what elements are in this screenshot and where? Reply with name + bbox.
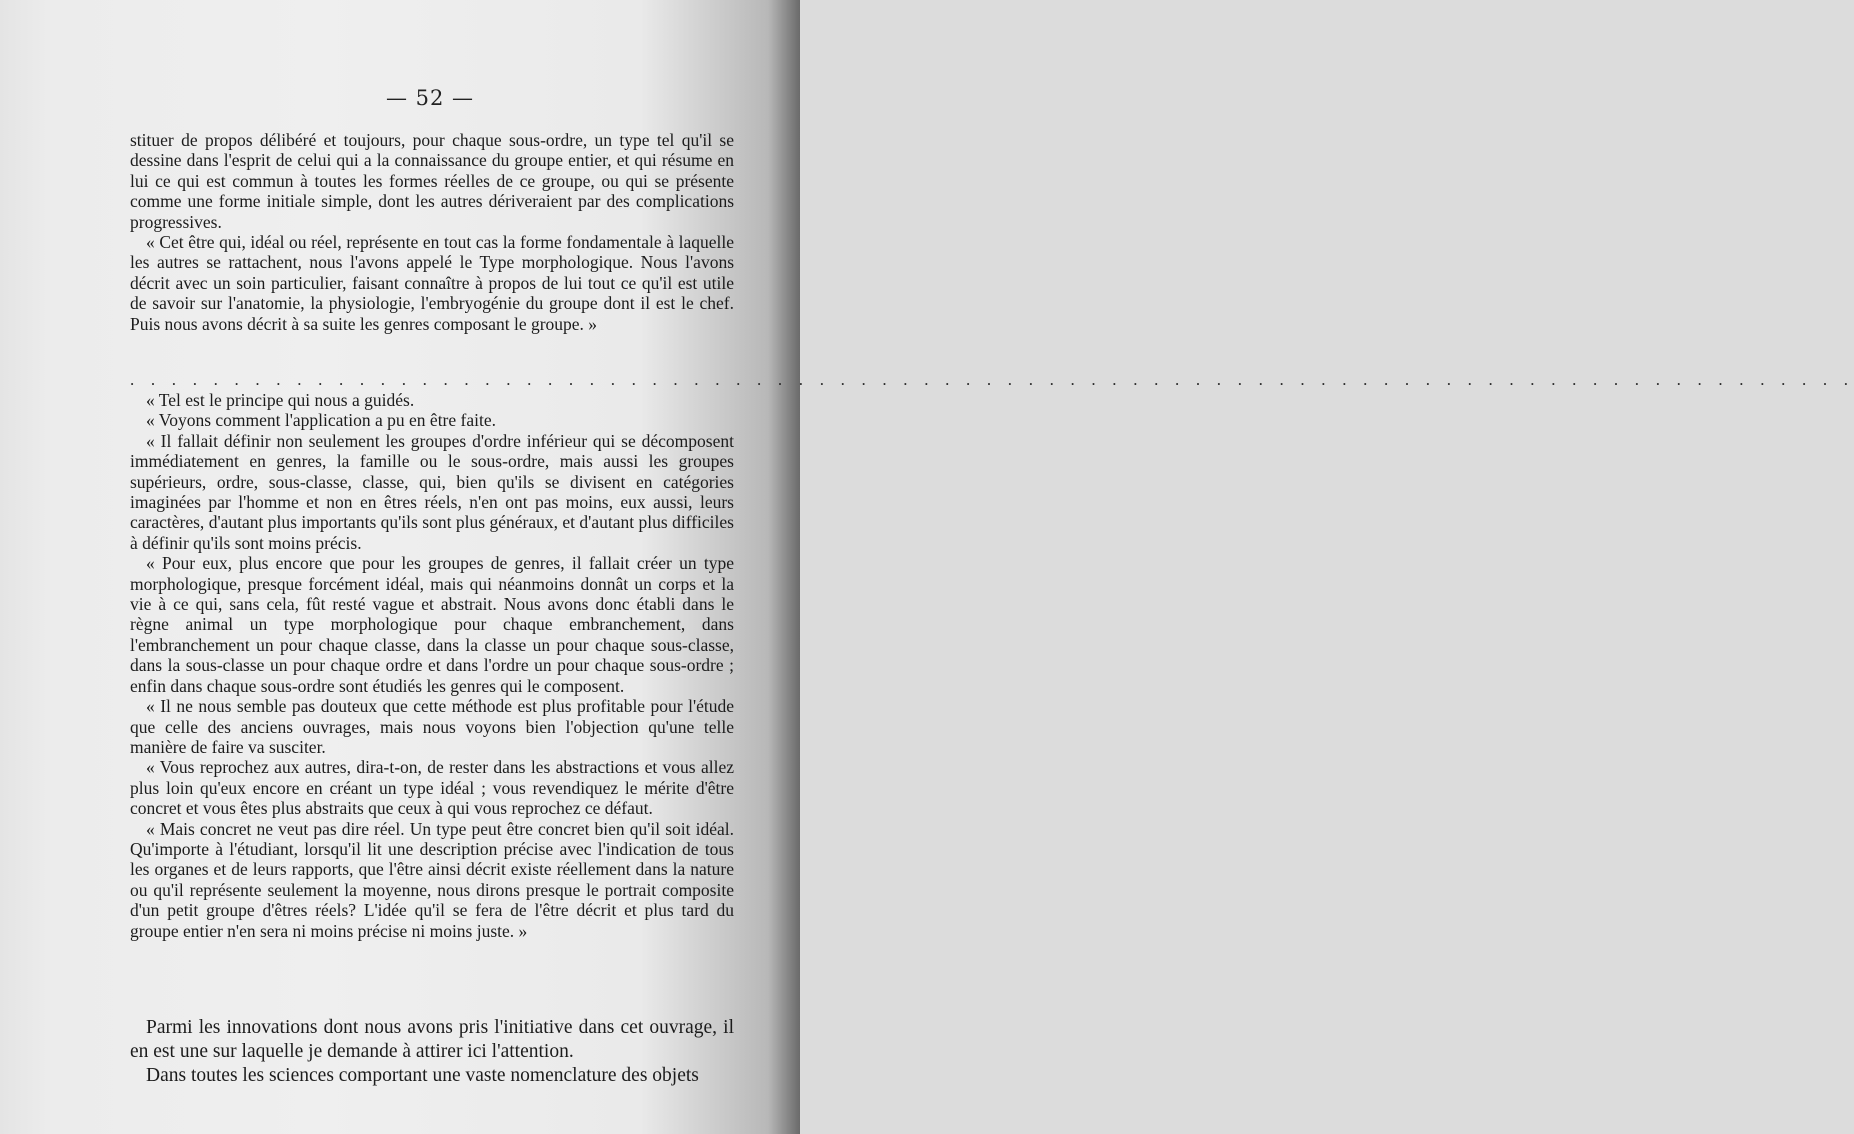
paragraph-pour-eux: « Pour eux, plus encore que pour les groupes de genres, il fallait créer un type morphologique, presque forcément idéal, mais qui néanmoins donnât un corps et la vie à ce qui, sans cela, fût resté vague et abstrait. Nous avons donc établi dans le règne animal un type morphologique pour chaque embranchement, dans l'embranchement un pour chaque classe, dans la classe un pour chaque sous-classe, dans la sous-classe un pour chaque ordre et dans l'ordre un pour chaque sous-ordre ; enfin dans chaque sous-ordre sont étudiés les genres qui le composent. [130, 553, 734, 696]
paragraph-definir-groupes: « Il fallait définir non seulement les groupes d'ordre inférieur qui se décomposent immédiatement en genres, la famille ou le sous-ordre, mais aussi les groupes supérieurs, ordre, sous-classe, classe, qui, bien qu'ils se divisent en catégories imaginées par l'homme et non en êtres réels, n'en ont pas moins, eux aussi, leurs caractères, d'autant plus importants qu'ils sont plus généraux, et d'autant plus difficiles à définir qu'ils sont moins précis. [130, 430, 734, 553]
paragraph-objection: « Vous reprochez aux autres, dira-t-on, de rester dans les abstractions et vous allez plus loin qu'eux encore en créant un type idéal ; vous revendiquez le mérite d'être concret et vous êtes plus abstraits que ceux à qui vous reprochez ce défaut. [130, 757, 734, 819]
paragraph-innovations: Parmi les innovations dont nous avons pris l'initiative dans cet ouvrage, il en est une sur laquelle je demande à attirer ici l'attention. [130, 1017, 734, 1062]
paragraph-sciences: Dans toutes les sciences comportant une vaste nomenclature des objets [146, 1065, 699, 1086]
paragraph-concret: « Mais concret ne veut pas dire réel. Un type peut être concret bien qu'il soit idéal. Qu'importe à l'étudiant, lorsqu'il lit une description précise avec l'indication de tous les organes et de leurs rapports, que l'être ainsi décrit existe réellement dans la nature ou qu'il représente seulement la moyenne, nous dirons presque le portrait composite d'un petit groupe d'êtres réels? L'idée qu'il se fera de l'être décrit et plus tard du groupe entier n'en sera ni moins précise ni moins juste. » [130, 818, 734, 941]
paragraph-continuation: stituer de propos délibéré et toujours, pour chaque sous-ordre, un type tel qu'il se dessine dans l'esprit de celui qui a la connaissance du groupe entier, et qui résume en lui ce qui est commun à toutes les formes réelles de ce groupe, ou qui se présente comme une forme initiale simple, dont les autres dériveraient par des complications progressives. [130, 130, 734, 232]
quoted-text-block-2 [130, 390, 734, 941]
page-number: — 52 — [385, 86, 475, 110]
paragraph-type-morphologique: « Cet être qui, idéal ou réel, représente en tout cas la forme fondamentale à laquelle les autres se rattachent, nous l'avons appelé le Type morphologique. Nous l'avons décrit avec un soin particulier, faisant connaître à propos de lui tout ce qu'il est utile de savoir sur l'anatomie, la physiologie, l'embryogénie du groupe dont il est le chef. Puis nous avons décrit à sa suite les genres composant le groupe. » [130, 232, 734, 334]
paragraph-application: « Voyons comment l'application a pu en être faite. [146, 410, 496, 431]
ellipsis-separator: . . . . . . . . . . . . . . . . . . . . . . . . . . . . . . . . . . . . . . . . . . . . . . . . . . . . . . . . . . . . . . . . . . . . . . . . . . . . . . . . . . . [130, 370, 1854, 389]
paragraph-methode: « Il ne nous semble pas douteux que cette méthode est plus profitable pour l'étude que celle des anciens ouvrages, mais nous voyons bien l'objection qu'une telle manière de faire va susciter. [130, 696, 734, 757]
quoted-text-block-1 [130, 130, 734, 334]
paragraph-principe: « Tel est le principe qui nous a guidés. [146, 390, 415, 410]
main-text-block [130, 1016, 734, 1088]
